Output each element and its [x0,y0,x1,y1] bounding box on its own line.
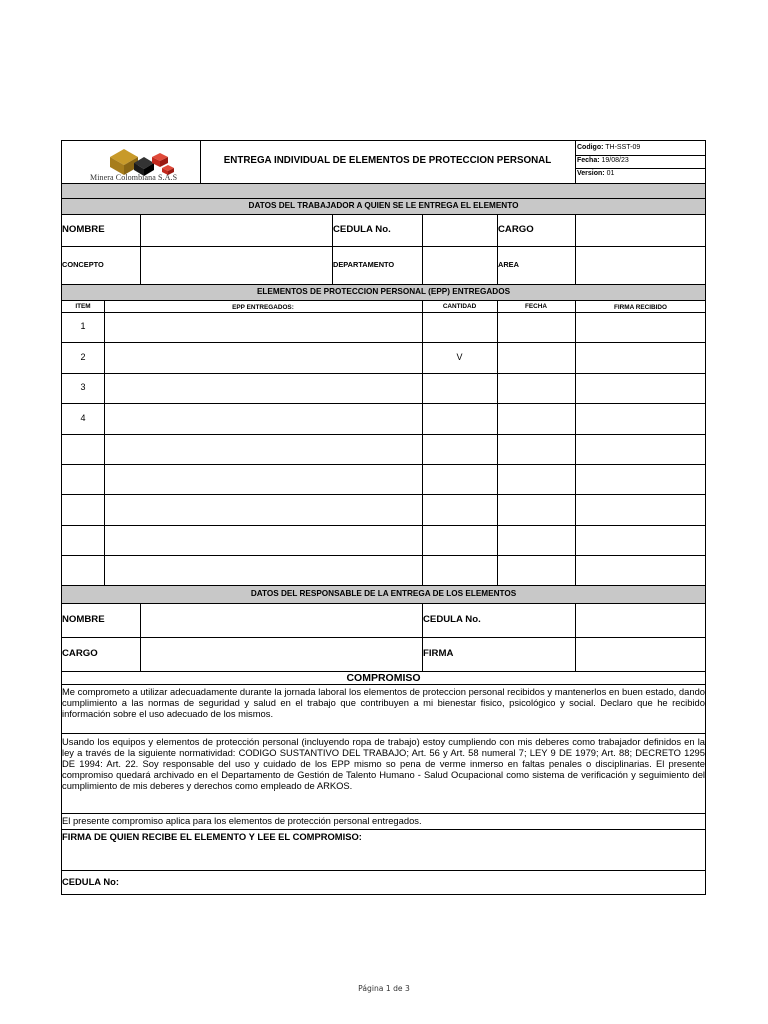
epp-row-firma-field[interactable] [576,343,705,373]
epp-table-row [62,495,705,525]
epp-row-fecha-field[interactable] [498,374,575,403]
epp-row-description-field[interactable] [105,435,421,464]
worker-nombre-label: NOMBRE [62,224,105,235]
epp-row-firma-field[interactable] [576,465,705,494]
company-name: Minera Colombiana S.A.S [90,173,178,182]
responsible-nombre-label: NOMBRE [62,614,105,625]
epp-table-row [62,526,705,555]
epp-row-item: 3 [80,382,86,392]
epp-row-firma-field[interactable] [576,313,705,342]
epp-row-description-field[interactable] [105,465,421,494]
epp-row-description-field[interactable] [105,556,421,586]
worker-concepto-field[interactable] [141,247,332,284]
epp-table-row [62,435,705,464]
epp-row-fecha-field[interactable] [498,526,575,555]
responsible-cargo-label: CARGO [62,648,98,659]
compromiso-cedula-field[interactable] [130,871,705,894]
codigo-field: Codigo: TH-SST-09 [577,144,641,151]
epp-row-description-field[interactable] [105,404,421,434]
epp-row-cantidad[interactable]: V [456,352,463,362]
worker-cargo-field[interactable] [576,215,705,246]
compromiso-title: COMPROMISO [346,672,421,684]
epp-col-fecha: FECHA [524,303,547,310]
epp-col-epp: EPP ENTREGADOS: [232,304,294,311]
epp-row-firma-field[interactable] [576,526,705,555]
epp-table-row [62,404,705,434]
compromiso-firma-label: FIRMA DE QUIEN RECIBE EL ELEMENTO Y LEE EL COMPROMISO: [62,831,362,842]
compromiso-firma-field[interactable] [62,844,705,869]
fecha-field: Fecha: 19/08/23 [577,157,629,164]
responsible-cargo-field[interactable] [141,638,422,671]
epp-row-fecha-field[interactable] [498,556,575,586]
epp-col-cantidad: CANTIDAD [442,303,477,310]
epp-row-firma-field[interactable] [576,495,705,525]
document-title: ENTREGA INDIVIDUAL DE ELEMENTOS DE PROTECCION PERSONAL [223,155,552,166]
epp-table-row [62,465,705,494]
epp-section-title: ELEMENTOS DE PROTECCION PERSONAL (EPP) ENTREGADOS [256,287,511,296]
epp-table-row [62,343,705,373]
version-field: Version: 01 [577,170,615,177]
separator-band [62,184,705,198]
worker-cargo-label: CARGO [498,224,534,235]
epp-row-firma-field[interactable] [576,435,705,464]
epp-row-fecha-field[interactable] [498,495,575,525]
epp-row-description-field[interactable] [105,526,421,555]
epp-row-fecha-field[interactable] [498,343,575,373]
compromiso-paragraph-2: Usando los equipos y elementos de protección personal (incluyendo ropa de trabajo) estoy cumpliendo con mis deberes como trabajador definidos en la ley a través de la siguiente normatividad: CODIGO SUSTANTIVO DEL TRABAJO; Art. 56 y Art. 58 numeral 7; LEY 9 DE 1979; Art. 88; DECRETO 1295 DE 1994: Art. 22. Soy responsable del uso y cuidado de los EPP mismo so pena de verme inmerso en faltas penales o disciplinarias. El presente compromiso quedará archivado en el Departamento de Gestión de Talento Humano - Salud Ocupacional como sistema de verificación y seguimiento del cumplimiento de mis deberes y derechos como empleado de ARKOS. [62,736,705,791]
company-logo [88,143,200,183]
epp-table-row [62,556,705,586]
epp-row-item: 4 [80,413,86,423]
worker-nombre-field[interactable] [141,215,332,246]
epp-row-fecha-field[interactable] [498,404,575,434]
responsible-cedula-label: CEDULA No. [423,614,481,625]
responsible-nombre-field[interactable] [141,604,422,637]
epp-row-description-field[interactable] [105,313,421,342]
epp-row-firma-field[interactable] [576,374,705,403]
compromiso-paragraph-3: El presente compromiso aplica para los elementos de protección personal entregados. [62,815,422,826]
epp-row-fecha-field[interactable] [498,465,575,494]
epp-row-firma-field[interactable] [576,556,705,586]
worker-area-field[interactable] [576,247,705,284]
page-number: Página 1 de 3 [358,984,410,993]
epp-row-description-field[interactable] [105,343,421,373]
epp-table-row [62,374,705,403]
worker-area-label: AREA [498,260,519,269]
worker-concepto-label: CONCEPTO [62,260,104,269]
responsible-cedula-field[interactable] [576,604,705,637]
worker-cedula-label: CEDULA No. [333,224,391,235]
responsible-firma-label: FIRMA [423,648,454,659]
worker-cedula-field[interactable] [423,215,497,246]
epp-row-description-field[interactable] [105,495,421,525]
compromiso-cedula-label: CEDULA No: [62,876,119,887]
epp-row-item: 2 [80,352,86,362]
epp-table-row [62,313,705,342]
epp-col-firma: FIRMA RECIBIDO [613,304,668,311]
epp-row-item: 1 [80,321,86,331]
responsible-section-title: DATOS DEL RESPONSABLE DE LA ENTREGA DE LOS ELEMENTOS [250,589,517,598]
compromiso-paragraph-1: Me comprometo a utilizar adecuadamente durante la jornada laboral los elementos de proteccion personal recibidos y mantenerlos en buen estado, dando cumplimiento a las normas de seguridad y salud en el trabajo que contribuyen a mi bienestar fisico, psicológico y social. Declaro que he recibido información sobre el uso adecuado de los mismos. [62,686,705,719]
worker-departamento-field[interactable] [423,247,497,284]
epp-row-fecha-field[interactable] [498,313,575,342]
epp-col-item: ITEM [75,303,91,310]
epp-row-description-field[interactable] [105,374,421,403]
epp-row-fecha-field[interactable] [498,435,575,464]
worker-section-title: DATOS DEL TRABAJADOR A QUIEN SE LE ENTREGA EL ELEMENTO [248,201,519,210]
epp-row-firma-field[interactable] [576,404,705,434]
logo-cubes-icon [88,143,200,177]
responsible-firma-field[interactable] [576,638,705,671]
worker-departamento-label: DEPARTAMENTO [333,260,395,269]
